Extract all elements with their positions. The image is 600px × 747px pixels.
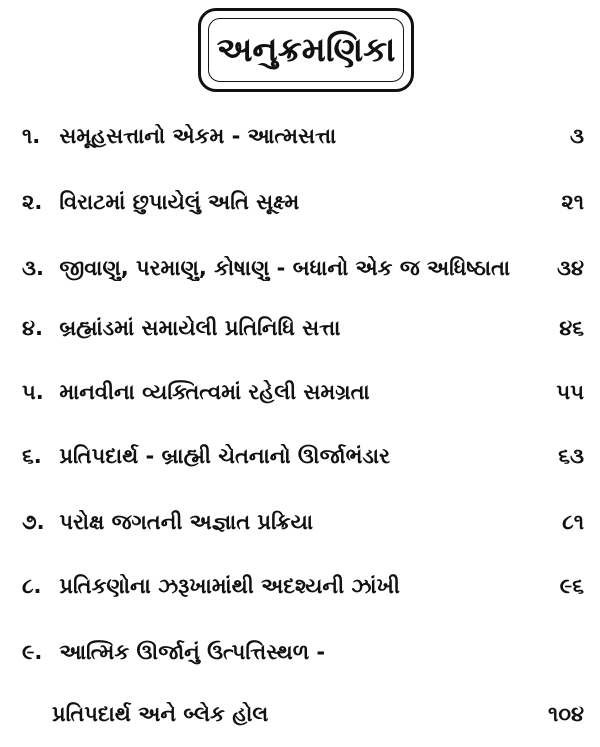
- entry-page: ૫૫: [556, 379, 584, 404]
- entry-number: ૪.: [22, 315, 43, 340]
- toc-entry-6: [22, 436, 584, 476]
- toc-entry-7: [22, 502, 584, 542]
- entry-title: જીવાણુ, પરમાણુ, કોષાણુ - બધાનો એક જ અધિષ્ઠાતા: [59, 255, 511, 280]
- entry-page: ૪૬: [559, 315, 584, 340]
- entry-page: ૩: [570, 123, 584, 148]
- entry-title: પ્રતિકણોના ઝરૂખામાંથી અદશ્યની ઝાંખી: [59, 573, 400, 598]
- toc-entry-1: [22, 116, 584, 156]
- entry-page: ૬૩: [558, 443, 584, 468]
- entry-page: ૯૬: [559, 573, 584, 598]
- entry-page: ૨૧: [561, 189, 584, 214]
- entry-number: ૮.: [22, 573, 42, 598]
- toc-entry-8: [22, 566, 584, 606]
- entry-title: આત્મિક ઊર્જાનું ઉત્પત્તિસ્થળ -: [59, 639, 326, 664]
- entry-number: ૫.: [22, 379, 44, 404]
- entry-page: ૧૦૪: [548, 701, 584, 726]
- toc-entry-4: [22, 308, 584, 348]
- entry-title: સમૂહસત્તાનો એકમ - આત્મસત્તા: [59, 123, 337, 148]
- entry-page: ૮૧: [562, 509, 584, 534]
- entry-title: વિરાટમાં છુપાયેલું અતિ સૂક્ષ્મ: [59, 189, 300, 214]
- entry-number: ૭.: [22, 509, 45, 534]
- toc-entry-3: [22, 248, 584, 288]
- toc-entry-9: [22, 632, 584, 672]
- entry-title: પ્રતિપદાર્થ અને બ્લેક હોલ: [52, 701, 269, 726]
- page-title: અનુક્રમણિકા: [216, 30, 396, 70]
- entry-number: ૬.: [22, 443, 42, 468]
- entry-number: ૯.: [22, 639, 43, 664]
- entry-number: ૩.: [22, 255, 44, 280]
- toc-entry-5: [22, 372, 584, 412]
- toc-entry-2: [22, 182, 584, 222]
- entry-page: ૩૪: [556, 255, 584, 280]
- entry-title: પરોક્ષ જગતની અજ્ઞાત પ્રક્રિયા: [59, 509, 313, 534]
- entry-number: ૧.: [22, 123, 41, 148]
- entry-title: બ્રહ્માંડમાં સમાયેલી પ્રતિનિધિ સત્તા: [59, 315, 341, 340]
- entry-title: પ્રતિપદાર્થ - બ્રાહ્મી ચેતનાનો ઊર્જાભંડાર: [59, 443, 390, 468]
- entry-number: ૨.: [22, 189, 43, 214]
- entry-title: માનવીના વ્યક્તિત્વમાં રહેલી સમગ્રતા: [59, 379, 370, 404]
- toc-entry-9-continued: [52, 694, 584, 734]
